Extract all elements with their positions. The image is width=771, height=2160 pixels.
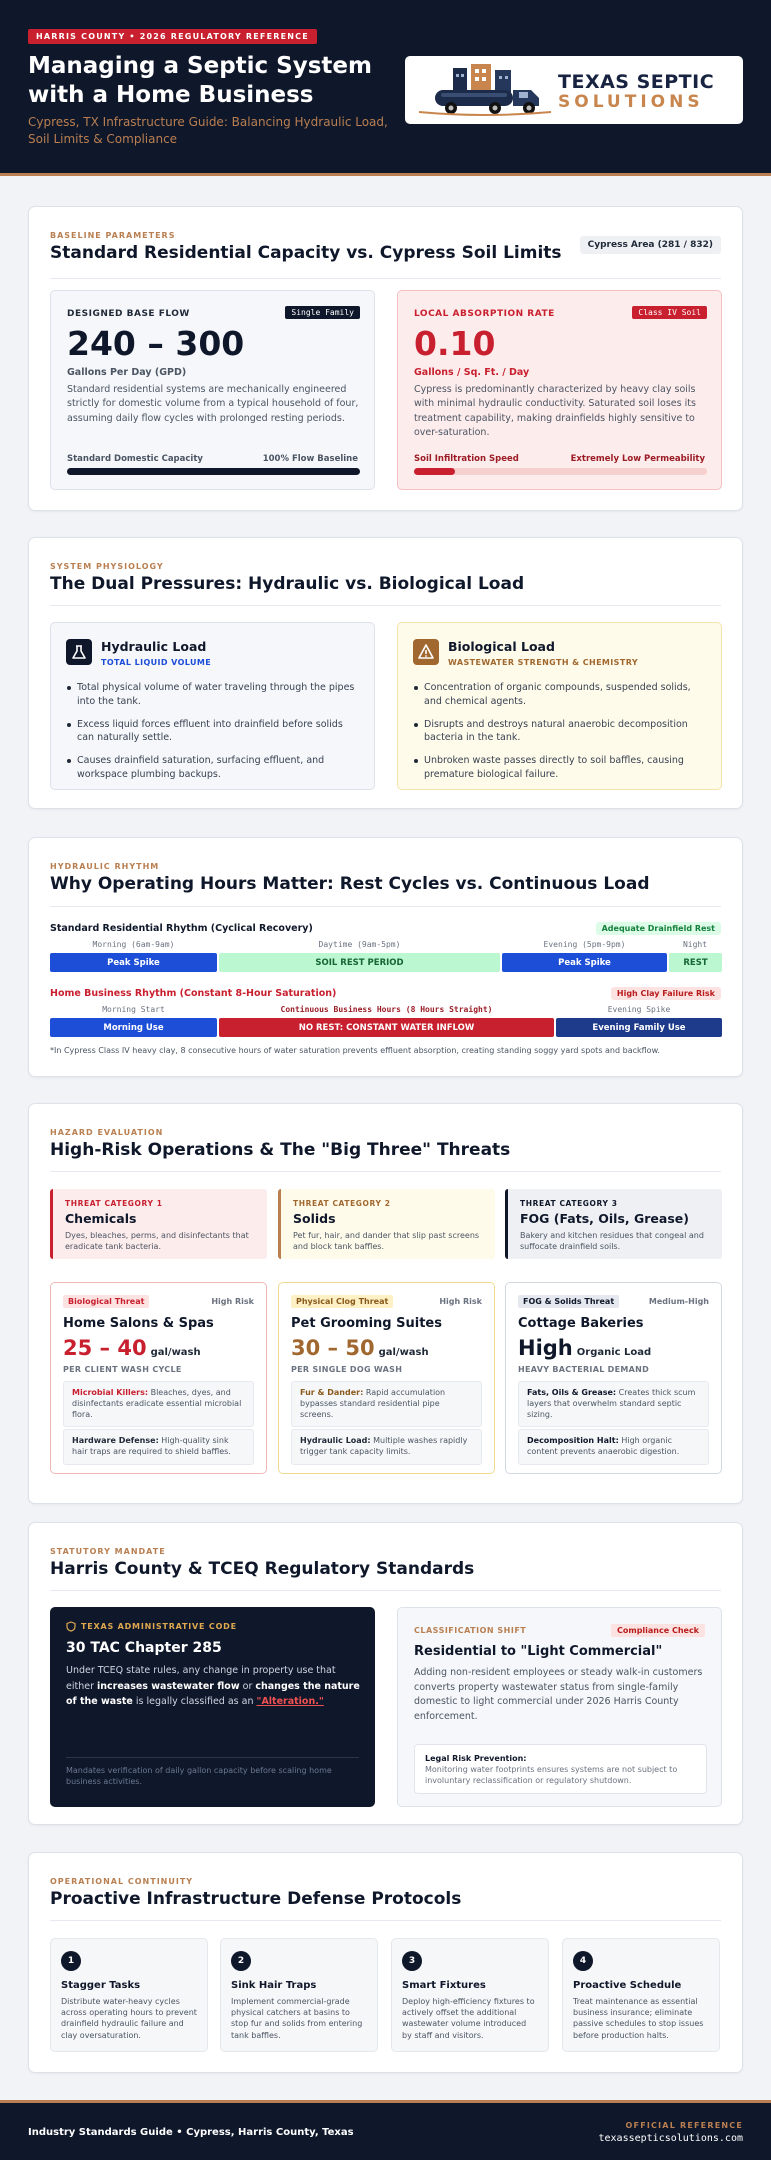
flask-icon xyxy=(66,639,92,665)
section-eyebrow: HAZARD EVALUATION xyxy=(50,1128,164,1137)
list-item: Total physical volume of water traveling through the pipes into the tank. xyxy=(66,681,361,709)
usage-basis: HEAVY BACTERIAL DEMAND xyxy=(518,1365,650,1374)
protocol-title: Sink Hair Traps xyxy=(231,1980,317,1991)
usage-value: High Organic Load xyxy=(518,1336,652,1360)
operation-card xyxy=(505,1282,722,1474)
note-box: Hardware Defense: High-quality sink hair traps are required to shield baffles. xyxy=(63,1429,254,1465)
note-box: Microbial Killers: Bleaches, dyes, and disinfectants eradicate essential microbial flora. xyxy=(63,1381,254,1427)
legal-text: Monitoring water footprints ensures systems are not subject to involuntary reclassification or regulatory shutdown. xyxy=(425,1765,678,1785)
absorption-unit: Gallons / Sq. Ft. / Day xyxy=(414,367,530,378)
risk-level: Medium-High xyxy=(648,1297,709,1306)
card-label: LOCAL ABSORPTION RATE xyxy=(414,309,555,319)
class-label: CLASSIFICATION SHIFT xyxy=(414,1626,527,1635)
section-divider xyxy=(50,605,721,606)
note-box: Fats, Oils & Grease: Creates thick scum layers that overwhelm standard septic sizing. xyxy=(518,1381,709,1427)
section-eyebrow: OPERATIONAL CONTINUITY xyxy=(50,1877,194,1886)
logo-sub: SOLUTIONS xyxy=(558,92,704,112)
threat-tag: Biological Threat xyxy=(63,1295,149,1308)
footnote: *In Cypress Class IV heavy clay, 8 consecutive hours of water saturation prevents effluent absorption, creating standing soggy yard spots and backflow. xyxy=(50,1046,660,1055)
risk-level: High Risk xyxy=(439,1297,482,1306)
residential-title: Standard Residential Rhythm (Cyclical Recovery) xyxy=(50,923,313,934)
usage-value: 25 – 40 gal/wash xyxy=(63,1336,201,1360)
septic-truck-icon xyxy=(415,62,555,118)
step-number: 3 xyxy=(402,1951,422,1971)
threat-name: Solids xyxy=(293,1211,336,1226)
usage-value: 30 – 50 gal/wash xyxy=(291,1336,429,1360)
card-subtitle: WASTEWATER STRENGTH & CHEMISTRY xyxy=(448,658,639,667)
protocol-title: Stagger Tasks xyxy=(61,1980,141,1991)
warning-icon xyxy=(413,639,439,665)
threat-kicker: THREAT CATEGORY 3 xyxy=(520,1199,618,1208)
timeline-segment: Evening Family Use xyxy=(556,1018,722,1037)
protocols-section xyxy=(28,1852,743,2073)
time-label: Evening (5pm-9pm) xyxy=(543,940,626,949)
hydraulic-list xyxy=(66,681,361,791)
code-label: TEXAS ADMINISTRATIVE CODE xyxy=(81,1622,237,1631)
soil-bar-fill xyxy=(414,468,455,475)
bar-value: 100% Flow Baseline xyxy=(262,454,358,464)
section-title: Standard Residential Capacity vs. Cypress Soil Limits xyxy=(50,243,562,263)
hydraulic-card xyxy=(50,622,375,790)
operation-name: Home Salons & Spas xyxy=(63,1316,214,1331)
usage-basis: PER SINGLE DOG WASH xyxy=(291,1365,403,1374)
time-label: Night xyxy=(682,940,708,949)
time-label: Morning Start xyxy=(102,1005,165,1014)
risk-level: High Risk xyxy=(211,1297,254,1306)
operation-card xyxy=(278,1282,495,1474)
section-eyebrow: SYSTEM PHYSIOLOGY xyxy=(50,562,164,571)
protocol-desc: Distribute water-heavy cycles across operating hours to prevent drainfield hydraulic failure and clay oversaturation. xyxy=(61,1997,197,2040)
compliance-chip: Compliance Check xyxy=(611,1624,705,1637)
absorption-card xyxy=(397,290,722,490)
time-label: Morning (6am-9am) xyxy=(92,940,175,949)
card-text: Standard residential systems are mechanically engineered strictly for domestic volume from a typical household of four, assuming daily flow cycles with prolonged resting periods. xyxy=(67,384,359,424)
list-item: Excess liquid forces effluent into drainfield before solids can naturally settle. xyxy=(66,718,361,746)
threat-desc: Dyes, bleaches, perms, and disinfectants that eradicate tank bacteria. xyxy=(65,1231,249,1251)
timeline-segment: Morning Use xyxy=(50,1018,217,1037)
card-badge: Class IV Soil xyxy=(632,306,707,319)
footer-site-link[interactable]: texassepticsolutions.com xyxy=(598,2133,743,2144)
threat-kicker: THREAT CATEGORY 1 xyxy=(65,1199,163,1208)
section-divider xyxy=(50,1590,721,1591)
section-divider xyxy=(50,1920,721,1921)
code-text: Under TCEQ state rules, any change in property use that either increases wastewater flow or changes the nature of the waste is legally classified as an "Alteration." xyxy=(66,1665,360,1708)
operation-name: Cottage Bakeries xyxy=(518,1316,644,1331)
protocol-card xyxy=(562,1938,720,2052)
bar-label: Soil Infiltration Speed xyxy=(414,454,519,464)
timeline-segment: SOIL REST PERIOD xyxy=(219,953,500,972)
threat-tag: FOG & Solids Threat xyxy=(518,1295,619,1308)
protocol-desc: Deploy high-efficiency fixtures to actively offset the additional wastewater volume introduced by staff and visitors. xyxy=(402,1997,535,2040)
rest-chip: Adequate Drainfield Rest xyxy=(596,922,721,935)
protocol-card xyxy=(50,1938,208,2052)
flow-bar-track xyxy=(67,468,360,475)
section-title: Harris County & TCEQ Regulatory Standards xyxy=(50,1559,475,1579)
operation-card xyxy=(50,1282,267,1474)
card-label: DESIGNED BASE FLOW xyxy=(67,309,190,319)
protocol-title: Smart Fixtures xyxy=(402,1980,486,1991)
logo-name: TEXAS SEPTIC xyxy=(558,71,715,93)
threat-kicker: THREAT CATEGORY 2 xyxy=(293,1199,391,1208)
threat-card xyxy=(505,1189,722,1259)
card-badge: Single Family xyxy=(285,306,360,319)
class-text: Adding non-resident employees or steady walk-in customers converts property wastewater status from single-family domestic to light commercial under 2026 Harris County enforcement. xyxy=(414,1667,703,1723)
threat-card xyxy=(278,1189,495,1259)
usage-basis: PER CLIENT WASH CYCLE xyxy=(63,1365,182,1374)
protocol-card xyxy=(220,1938,378,2052)
rhythm-section xyxy=(28,837,743,1077)
section-title: The Dual Pressures: Hydraulic vs. Biological Load xyxy=(50,574,525,594)
protocol-desc: Implement commercial-grade physical catchers at basins to stop fur and solids from entering tank baffles. xyxy=(231,1997,363,2040)
business-title: Home Business Rhythm (Constant 8-Hour Saturation) xyxy=(50,988,337,999)
region-tag: HARRIS COUNTY • 2026 REGULATORY REFERENCE xyxy=(28,29,317,44)
protocol-card xyxy=(391,1938,549,2052)
threat-desc: Bakery and kitchen residues that congeal and suffocate drainfield soils. xyxy=(520,1231,704,1251)
footer-label: OFFICIAL REFERENCE xyxy=(625,2121,743,2130)
area-chip: Cypress Area (281 / 832) xyxy=(580,236,721,254)
step-number: 2 xyxy=(231,1951,251,1971)
protocol-title: Proactive Schedule xyxy=(573,1980,682,1991)
timeline-segment: NO REST: CONSTANT WATER INFLOW xyxy=(219,1018,554,1037)
time-label: Continuous Business Hours (8 Hours Straight) xyxy=(280,1005,493,1014)
statutory-section xyxy=(28,1522,743,1825)
section-eyebrow: STATUTORY MANDATE xyxy=(50,1547,166,1556)
section-title: Why Operating Hours Matter: Rest Cycles vs. Continuous Load xyxy=(50,874,650,894)
legal-title: Legal Risk Prevention: xyxy=(425,1754,527,1763)
base-flow-unit: Gallons Per Day (GPD) xyxy=(67,367,187,378)
page-header xyxy=(0,0,771,176)
flow-bar-fill xyxy=(67,468,360,475)
section-divider xyxy=(50,1171,721,1172)
timeline-segment: Peak Spike xyxy=(50,953,217,972)
list-item: Causes drainfield saturation, surfacing effluent, and workspace plumbing backups. xyxy=(66,754,361,782)
protocol-desc: Treat maintenance as essential business insurance; eliminate passive schedules to stop issues before production halts. xyxy=(573,1997,704,2040)
shield-icon xyxy=(66,1621,76,1635)
timeline-segment: Peak Spike xyxy=(502,953,667,972)
class-title: Residential to "Light Commercial" xyxy=(414,1644,663,1659)
list-item: Unbroken waste passes directly to soil baffles, causing premature biological failure. xyxy=(413,754,708,782)
threat-card xyxy=(50,1189,267,1259)
threat-name: Chemicals xyxy=(65,1211,137,1226)
soil-bar-track xyxy=(414,468,707,475)
time-label: Daytime (9am-5pm) xyxy=(318,940,401,949)
card-subtitle: TOTAL LIQUID VOLUME xyxy=(101,658,212,667)
section-title: Proactive Infrastructure Defense Protocols xyxy=(50,1889,462,1909)
note-box: Hydraulic Load: Multiple washes rapidly trigger tank capacity limits. xyxy=(291,1429,482,1465)
risk-chip: High Clay Failure Risk xyxy=(611,987,721,1000)
footer-text: Industry Standards Guide • Cypress, Harris County, Texas xyxy=(28,2127,354,2138)
classification-card xyxy=(397,1607,722,1807)
code-title: 30 TAC Chapter 285 xyxy=(66,1640,222,1656)
base-flow-card xyxy=(50,290,375,490)
biological-list xyxy=(413,681,708,791)
threat-desc: Pet fur, hair, and dander that slip past screens and block tank baffles. xyxy=(293,1231,480,1251)
bar-label: Standard Domestic Capacity xyxy=(67,454,203,464)
card-divider xyxy=(66,1757,359,1758)
physiology-section xyxy=(28,537,743,809)
timeline-segment: REST xyxy=(669,953,722,972)
section-divider xyxy=(50,278,721,279)
section-eyebrow: BASELINE PARAMETERS xyxy=(50,231,176,240)
list-item: Concentration of organic compounds, suspended solids, and chemical agents. xyxy=(413,681,708,709)
legal-box xyxy=(414,1744,707,1794)
step-number: 4 xyxy=(573,1951,593,1971)
threat-name: FOG (Fats, Oils, Grease) xyxy=(520,1211,689,1226)
card-title: Biological Load xyxy=(448,639,555,654)
card-text: Cypress is predominantly characterized by heavy clay soils with minimal hydraulic conductivity. Saturated soil loses its treatment capability, making drainfields highly sensitive to over-saturation. xyxy=(414,384,696,438)
absorption-value: 0.10 xyxy=(414,324,496,363)
section-divider xyxy=(50,906,721,907)
page-footer xyxy=(0,2100,771,2160)
page-title: Managing a Septic System with a Home Business xyxy=(28,53,372,109)
code-footnote: Mandates verification of daily gallon capacity before scaling home business activities. xyxy=(66,1766,332,1787)
base-flow-value: 240 – 300 xyxy=(67,324,245,363)
threat-tag: Physical Clog Threat xyxy=(291,1295,393,1308)
list-item: Disrupts and destroys natural anaerobic decomposition bacteria in the tank. xyxy=(413,718,708,746)
section-title: High-Risk Operations & The "Big Three" Threats xyxy=(50,1140,511,1160)
biological-card xyxy=(397,622,722,790)
note-box: Decomposition Halt: High organic content prevents anaerobic digestion. xyxy=(518,1429,709,1465)
time-label: Evening Spike xyxy=(607,1005,671,1014)
company-logo xyxy=(405,56,743,124)
section-eyebrow: HYDRAULIC RHYTHM xyxy=(50,862,160,871)
hazard-section xyxy=(28,1103,743,1504)
step-number: 1 xyxy=(61,1951,81,1971)
note-box: Fur & Dander: Rapid accumulation bypasses standard residential pipe screens. xyxy=(291,1381,482,1427)
bar-value: Extremely Low Permeability xyxy=(570,454,705,464)
operation-name: Pet Grooming Suites xyxy=(291,1316,442,1331)
page-subtitle: Cypress, TX Infrastructure Guide: Balancing Hydraulic Load, Soil Limits & Compliance xyxy=(28,115,388,147)
card-title: Hydraulic Load xyxy=(101,639,207,654)
code-card xyxy=(50,1607,375,1807)
baseline-section xyxy=(28,206,743,511)
